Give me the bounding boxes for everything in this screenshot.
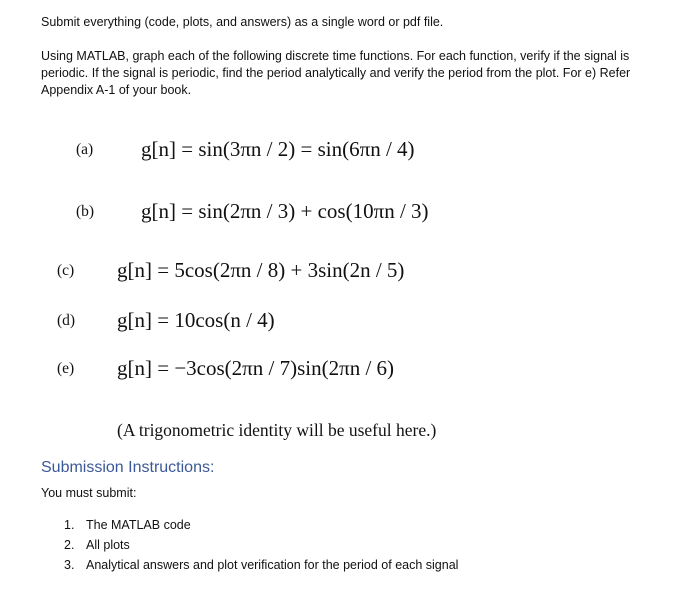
must-submit-label: You must submit: xyxy=(41,486,137,500)
problem-e-label: (e) xyxy=(57,360,75,377)
submission-list xyxy=(64,515,458,575)
problem-d-formula: g[n] = 10cos(n / 4) xyxy=(117,308,275,332)
list-item xyxy=(64,555,458,575)
submission-heading: Submission Instructions: xyxy=(41,459,215,476)
problem-a-label: (a) xyxy=(76,141,94,158)
list-item-number: 1. xyxy=(64,518,75,532)
problem-c-label: (c) xyxy=(57,262,75,279)
problem-d-label: (d) xyxy=(57,312,76,329)
list-item-number: 2. xyxy=(64,538,75,552)
problem-e-formula: g[n] = −3cos(2πn / 7)sin(2πn / 6) xyxy=(117,356,395,380)
intro-text: Submit everything (code, plots, and answers) as a single word or pdf file. xyxy=(41,15,444,29)
list-item-text: All plots xyxy=(86,538,130,552)
problem-c-formula: g[n] = 5cos(2πn / 8) + 3sin(2n / 5) xyxy=(117,258,405,282)
problem-a-formula: g[n] = sin(3πn / 2) = sin(6πn / 4) xyxy=(141,137,415,161)
list-item-text: The MATLAB code xyxy=(86,518,191,532)
list-item xyxy=(64,515,458,535)
problem-b-label: (b) xyxy=(76,203,95,220)
list-item-text: Analytical answers and plot verification for the period of each signal xyxy=(86,558,459,572)
list-item xyxy=(64,535,458,555)
list-item-number: 3. xyxy=(64,558,75,572)
instructions-paragraph: Using MATLAB, graph each of the following discrete time functions. For each function, verify if the signal is periodic. If the signal is periodic, find the period analytically and verify the period from the plot. For e) Refer Appendix A-1 of your book. xyxy=(41,49,631,97)
problem-b-formula: g[n] = sin(2πn / 3) + cos(10πn / 3) xyxy=(141,199,429,223)
hint-note: (A trigonometric identity will be useful here.) xyxy=(117,420,437,440)
